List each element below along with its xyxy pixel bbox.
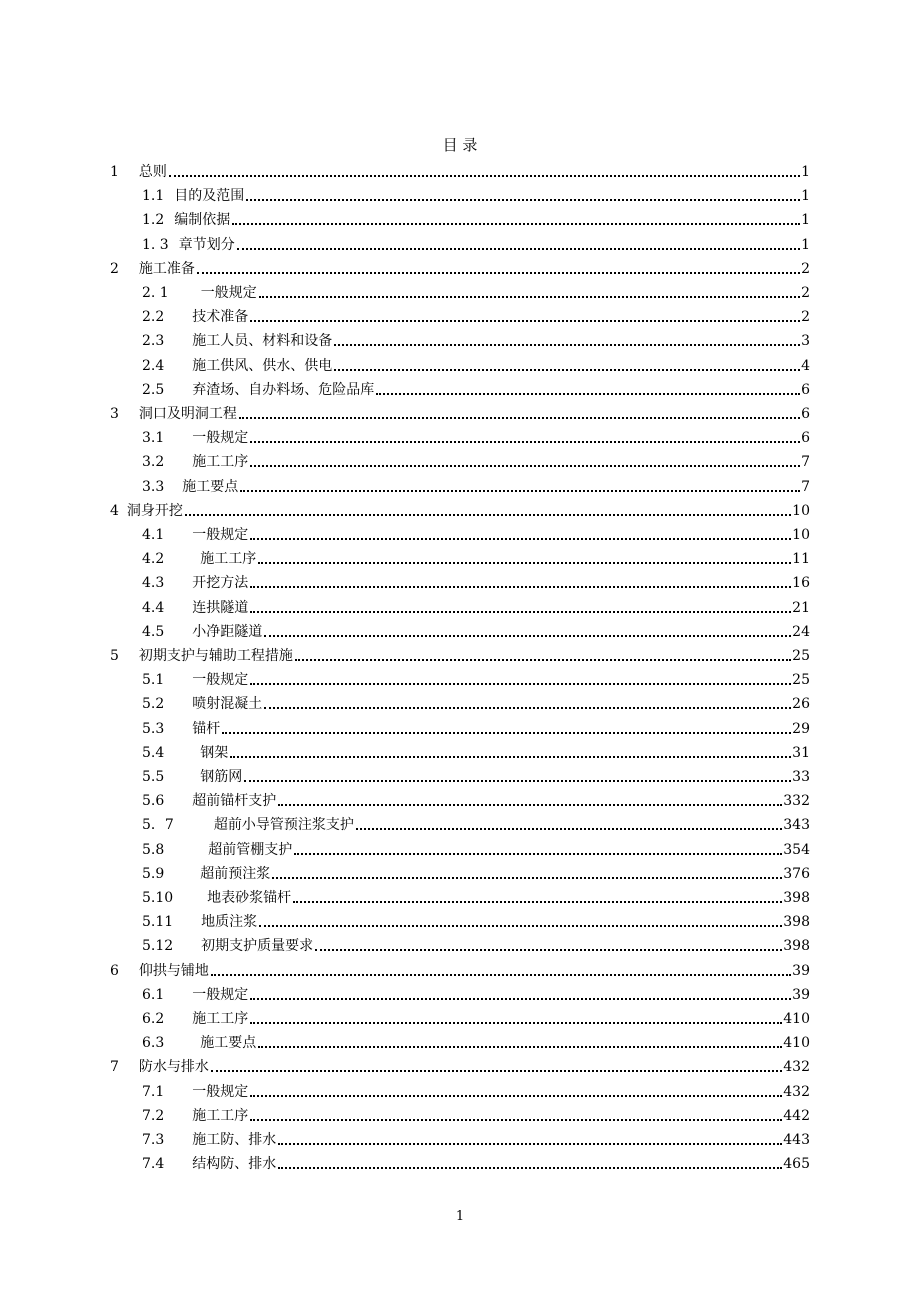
toc-entry-page-number: 398	[783, 890, 810, 906]
toc-section-entry[interactable]	[142, 933, 810, 955]
toc-entry-label: 施工要点	[182, 478, 239, 495]
toc-chapter-entry[interactable]	[110, 256, 810, 278]
dot-leader	[272, 877, 782, 879]
toc-entry-number: 1. 3	[142, 236, 169, 253]
toc-entry-label: 防水与排水	[138, 1059, 209, 1076]
toc-entry-label: 开挖方法	[192, 575, 249, 592]
dot-leader	[250, 1095, 782, 1097]
dot-leader	[278, 1143, 782, 1145]
toc-section-entry[interactable]	[142, 1127, 810, 1149]
toc-entry-page-number: 24	[792, 623, 810, 640]
toc-section-entry[interactable]	[142, 570, 810, 592]
toc-section-entry[interactable]	[142, 1006, 810, 1028]
dot-leader	[258, 562, 791, 564]
dot-leader	[356, 828, 782, 830]
toc-entry-page-number: 21	[792, 599, 810, 616]
toc-entry-label: 初期支护质量要求	[201, 938, 314, 955]
toc-entry-page-number: 1	[801, 212, 810, 229]
toc-section-entry[interactable]	[142, 425, 810, 447]
toc-entry-label: 施工工序	[192, 1011, 249, 1027]
toc-entry-label: 喷射混凝土	[192, 696, 263, 713]
dot-leader	[250, 538, 791, 540]
toc-entry-number: 5.9	[142, 865, 165, 882]
toc-section-entry[interactable]	[142, 885, 810, 907]
dot-leader	[250, 586, 791, 588]
toc-entry-label: 总则	[138, 164, 167, 180]
toc-section-entry[interactable]	[142, 619, 810, 641]
toc-entry-label: 技术准备	[192, 309, 249, 326]
toc-entry-page-number: 39	[792, 962, 810, 979]
toc-section-entry[interactable]	[142, 764, 810, 786]
toc-entry-page-number: 410	[783, 1035, 810, 1052]
toc-entry-page-number: 442	[783, 1107, 810, 1124]
toc-entry-label: 施工工序	[192, 1107, 249, 1124]
dot-leader	[250, 465, 800, 467]
toc-entry-number: 6.2	[142, 1011, 165, 1027]
toc-entry-number: 4.1	[142, 527, 165, 543]
dot-leader	[244, 780, 791, 782]
toc-chapter-entry[interactable]	[110, 1054, 810, 1076]
toc-chapter-entry[interactable]	[110, 159, 810, 181]
toc-section-entry[interactable]	[142, 522, 810, 544]
toc-entry-label: 施工准备	[138, 260, 195, 277]
dot-leader	[315, 949, 782, 951]
toc-entry-number: 2.5	[142, 381, 165, 398]
toc-entry-number: 7.2	[142, 1107, 165, 1124]
toc-entry-label: 一般规定	[192, 986, 249, 1003]
toc-entry-label: 连拱隧道	[192, 599, 249, 616]
toc-entry-page-number: 29	[792, 720, 810, 737]
toc-section-entry[interactable]	[142, 546, 810, 568]
toc-entry-number: 4.2	[142, 551, 165, 568]
toc-entry-label: 弃渣场、自办料场、危险品库	[192, 381, 375, 398]
toc-entry-number: 4.4	[142, 599, 165, 616]
toc-entry-page-number: 432	[783, 1083, 810, 1100]
toc-section-entry[interactable]	[142, 280, 810, 302]
dot-leader	[246, 199, 800, 201]
toc-entry-page-number: 26	[792, 696, 810, 713]
dot-leader	[259, 296, 800, 298]
toc-entry-page-number: 6	[801, 406, 810, 422]
toc-entry-page-number: 3	[801, 333, 810, 350]
toc-entry-page-number: 16	[792, 575, 810, 592]
dot-leader	[264, 707, 791, 709]
toc-entry-label: 施工工序	[192, 454, 249, 471]
toc-entry-number: 5.10	[142, 890, 174, 906]
dot-leader	[250, 611, 791, 613]
dot-leader	[250, 1119, 782, 1121]
toc-entry-page-number: 432	[783, 1059, 810, 1076]
toc-section-entry[interactable]	[142, 328, 810, 350]
toc-section-entry[interactable]	[142, 377, 810, 399]
toc-entry-page-number: 1	[801, 188, 810, 205]
toc-section-entry[interactable]	[142, 449, 810, 471]
toc-entry-page-number: 354	[783, 841, 810, 858]
toc-entry-label: 钢筋网	[200, 769, 243, 785]
toc-chapter-entry[interactable]	[110, 643, 810, 665]
toc-entry-page-number: 10	[792, 527, 810, 543]
toc-entry-page-number: 2	[801, 260, 810, 277]
toc-entry-label: 章节划分	[178, 236, 235, 253]
toc-entry-label: 结构防、排水	[192, 1156, 277, 1173]
toc-entry-page-number: 31	[792, 744, 810, 761]
toc-entry-number: 1	[110, 164, 119, 180]
toc-entry-page-number: 33	[792, 769, 810, 785]
toc-section-entry[interactable]	[142, 183, 810, 205]
toc-entry-number: 5.11	[142, 914, 174, 931]
dot-leader	[258, 1046, 782, 1048]
toc-entry-label: 小净距隧道	[192, 623, 263, 640]
toc-section-entry[interactable]	[142, 740, 810, 762]
toc-entry-number: 6.3	[142, 1035, 165, 1052]
toc-section-entry[interactable]	[142, 353, 810, 375]
toc-entry-number: 1.1	[142, 188, 165, 205]
dot-leader	[169, 175, 800, 177]
toc-entry-page-number: 6	[801, 430, 810, 447]
toc-entry-number: 2. 1	[142, 285, 169, 301]
toc-entry-label: 地质注浆	[201, 914, 258, 931]
toc-entry-label: 施工要点	[200, 1035, 257, 1052]
toc-section-entry[interactable]	[142, 304, 810, 326]
toc-section-entry[interactable]	[142, 716, 810, 738]
toc-entry-number: 5.12	[142, 938, 174, 955]
dot-leader	[294, 853, 782, 855]
dot-leader	[185, 514, 791, 516]
toc-entry-label: 目的及范围	[174, 188, 245, 205]
toc-entry-page-number: 39	[792, 986, 810, 1003]
toc-section-entry[interactable]	[142, 1151, 810, 1173]
toc-entry-number: 5.3	[142, 720, 165, 737]
toc-entry-number: 5.8	[142, 841, 165, 858]
toc-entry-number: 3.2	[142, 454, 165, 471]
page-number: 1	[455, 1209, 465, 1224]
dot-leader	[222, 732, 791, 734]
dot-leader	[250, 683, 791, 685]
toc-entry-label: 施工供风、供水、供电	[192, 357, 333, 374]
dot-leader	[197, 272, 800, 274]
toc-entry-label: 超前管棚支护	[208, 841, 293, 858]
toc-entry-page-number: 25	[792, 672, 810, 689]
toc-entry-label: 施工人员、材料和设备	[192, 333, 333, 350]
toc-entry-label: 洞口及明洞工程	[138, 406, 237, 422]
toc-section-entry[interactable]	[142, 667, 810, 689]
toc-entry-label: 仰拱与铺地	[138, 962, 209, 979]
toc-section-entry[interactable]	[142, 595, 810, 617]
toc-entry-label: 一般规定	[192, 527, 249, 543]
toc-entry-page-number: 1	[801, 164, 810, 180]
toc-entry-page-number: 443	[783, 1132, 810, 1148]
dot-leader	[240, 490, 800, 492]
toc-entry-label: 一般规定	[192, 672, 249, 689]
toc-entry-page-number: 25	[792, 648, 810, 664]
toc-entry-number: 5.5	[142, 769, 165, 785]
toc-entry-label: 施工工序	[200, 551, 257, 568]
toc-entry-number: 4.3	[142, 575, 165, 592]
toc-entry-number: 3.1	[142, 430, 165, 447]
dot-leader	[211, 1070, 782, 1072]
dot-leader	[237, 248, 800, 250]
toc-entry-number: 3	[110, 406, 119, 422]
toc-entry-page-number: 7	[801, 454, 810, 471]
toc-entry-label: 一般规定	[200, 285, 257, 301]
toc-entry-label: 编制依据	[174, 212, 231, 229]
toc-entry-number: 7.3	[142, 1132, 165, 1148]
dot-leader	[232, 223, 800, 225]
toc-entry-page-number: 6	[801, 381, 810, 398]
toc-entry-page-number: 2	[801, 309, 810, 326]
toc-section-entry[interactable]	[142, 474, 810, 496]
toc-title: 目 录	[442, 136, 478, 154]
dot-leader	[250, 998, 791, 1000]
dot-leader	[250, 1022, 782, 1024]
toc-entry-number: 6.1	[142, 986, 165, 1003]
dot-leader	[278, 804, 782, 806]
toc-section-entry[interactable]	[142, 788, 810, 810]
toc-entry-label: 一般规定	[192, 430, 249, 447]
toc-entry-number: 5.6	[142, 793, 165, 810]
toc-entry-page-number: 2	[801, 285, 810, 301]
dot-leader	[259, 925, 782, 927]
toc-entry-number: 5.4	[142, 744, 165, 761]
dot-leader	[295, 659, 791, 661]
toc-entry-number: 2.4	[142, 357, 165, 374]
dot-leader	[293, 901, 782, 903]
toc-entry-page-number: 1	[801, 236, 810, 253]
toc-entry-number: 7	[110, 1059, 119, 1076]
toc-entry-label: 超前锚杆支护	[192, 793, 277, 810]
toc-entry-label: 地表砂浆锚杆	[207, 890, 292, 906]
toc-entry-number: 6	[110, 962, 119, 979]
toc-entry-label: 一般规定	[192, 1083, 249, 1100]
toc-entry-page-number: 398	[783, 938, 810, 955]
toc-entry-label: 超前小导管预注浆支护	[213, 817, 354, 834]
toc-entry-number: 2.3	[142, 333, 165, 350]
dot-leader	[264, 635, 791, 637]
dot-leader	[334, 344, 800, 346]
toc-section-entry[interactable]	[142, 1103, 810, 1125]
toc-entry-page-number: 332	[783, 793, 810, 810]
toc-section-entry[interactable]	[142, 691, 810, 713]
toc-chapter-entry[interactable]	[110, 401, 810, 423]
toc-entry-label: 施工防、排水	[192, 1132, 277, 1148]
toc-entry-page-number: 398	[783, 914, 810, 931]
dot-leader	[278, 1167, 782, 1169]
dot-leader	[211, 974, 791, 976]
toc-entry-number: 5.2	[142, 696, 165, 713]
toc-entry-number: 4.5	[142, 623, 165, 640]
dot-leader	[250, 320, 800, 322]
toc-section-entry[interactable]	[142, 1079, 810, 1101]
toc-entry-page-number: 10	[792, 502, 810, 519]
toc-entry-label: 洞身开挖	[126, 502, 183, 519]
toc-entry-page-number: 343	[783, 817, 810, 834]
toc-section-entry[interactable]	[142, 909, 810, 931]
toc-entry-label: 钢架	[200, 744, 229, 761]
toc-entry-page-number: 11	[792, 551, 810, 568]
toc-section-entry[interactable]	[142, 232, 810, 254]
toc-section-entry[interactable]	[142, 837, 810, 859]
toc-entry-number: 4	[110, 502, 119, 519]
dot-leader	[239, 417, 800, 419]
toc-entry-label: 超前预注浆	[200, 865, 271, 882]
toc-section-entry[interactable]	[142, 1030, 810, 1052]
toc-entry-number: 3.3	[142, 478, 165, 495]
toc-entry-number: 7.4	[142, 1156, 165, 1173]
toc-section-entry[interactable]	[142, 982, 810, 1004]
toc-entry-page-number: 376	[783, 865, 810, 882]
toc-section-entry[interactable]	[142, 207, 810, 229]
toc-entry-label: 锚杆	[192, 720, 221, 737]
toc-section-entry[interactable]	[142, 861, 810, 883]
toc-entry-label: 初期支护与辅助工程措施	[138, 648, 293, 664]
toc-entry-number: 5.1	[142, 672, 165, 689]
toc-entry-number: 7.1	[142, 1083, 165, 1100]
dot-leader	[376, 393, 800, 395]
toc-section-entry[interactable]	[142, 812, 810, 834]
toc-entry-page-number: 4	[801, 357, 810, 374]
dot-leader	[230, 756, 791, 758]
toc-entry-page-number: 410	[783, 1011, 810, 1027]
toc-entry-page-number: 7	[801, 478, 810, 495]
toc-entry-number: 1.2	[142, 212, 165, 229]
dot-leader	[250, 441, 800, 443]
toc-entry-number: 2	[110, 260, 119, 277]
toc-chapter-entry[interactable]	[110, 498, 810, 520]
toc-entry-number: 2.2	[142, 309, 165, 326]
dot-leader	[334, 369, 800, 371]
toc-chapter-entry[interactable]	[110, 958, 810, 980]
toc-entry-number: 5	[110, 648, 119, 664]
toc-entry-page-number: 465	[783, 1156, 810, 1173]
toc-entry-number: 5．7	[142, 817, 174, 834]
